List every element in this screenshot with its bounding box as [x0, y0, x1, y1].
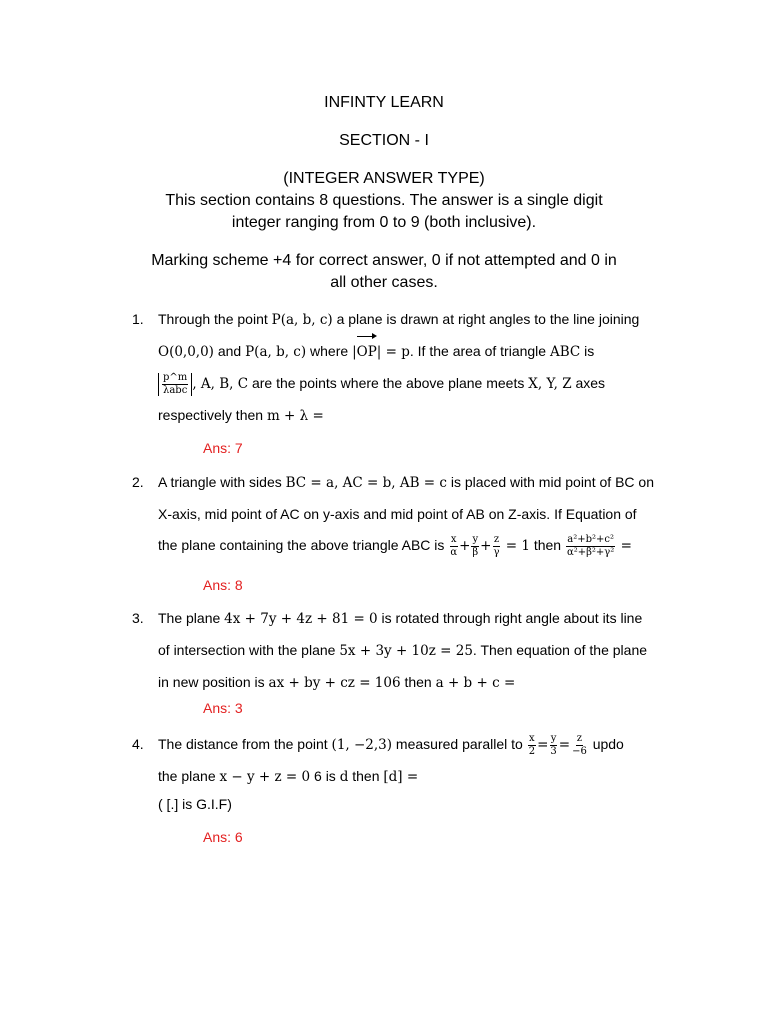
section-heading: SECTION - I: [339, 132, 429, 149]
answer-type-heading: (INTEGER ANSWER TYPE): [283, 170, 485, 187]
question-text: [158, 304, 662, 432]
question-line: O(0,0,0) and P(a, b, c) where |OP| = p. If the area of triangle ABC is: [158, 336, 662, 368]
question-text: [158, 729, 662, 815]
question-4: [132, 729, 662, 815]
question-line: X-axis, mid point of AC on y-axis and mid point of AB on Z-axis. If Equation of: [158, 506, 637, 522]
question-line: Through the point P(a, b, c) a plane is drawn at right angles to the line joining: [158, 311, 640, 328]
question-number: 1.: [132, 311, 144, 327]
question-line: the plane containing the above triangle ABC is $\frac{x}{\alpha}$ + $\frac{y}{\beta}$ + $\frac{z}{\gamma}$ = 1 then $\frac{\text{a²+b²+c²}}{\text{α²+β²+γ²}}$ =: [158, 533, 632, 558]
question-line: The plane 4x + 7y + 4z + 81 = 0 is rotated through right angle about its line: [158, 610, 643, 627]
question-number: 4.: [132, 736, 144, 752]
intro-line-1: This section contains 8 questions. The answer is a single digit: [165, 192, 603, 209]
question-text: [158, 467, 662, 562]
question-1: [132, 304, 662, 432]
question-line: The distance from the point (1, −2,3) measured parallel to $\frac{x}{2}$ = $\frac{y}{3}$ = $\frac{z}{-6}$ updo: [158, 732, 624, 757]
answer-label: Ans: 7: [203, 440, 243, 456]
answer-label: Ans: 6: [203, 829, 243, 845]
answer-label: Ans: 8: [203, 577, 243, 593]
question-2: [132, 467, 662, 562]
question-3: [132, 603, 662, 699]
question-text: [158, 603, 662, 699]
question-line: A triangle with sides BC = a, AC = b, AB = c is placed with mid point of BC on: [158, 474, 654, 491]
page-title: INFINTY LEARN: [324, 94, 444, 111]
question-line: of intersection with the plane 5x + 3y + 10z = 25. Then equation of the plane: [158, 642, 648, 659]
question-line: respectively then m + λ =: [158, 407, 324, 424]
question-line: $\frac{p\^{}m}{\text{λabc}}$ , A, B, C are the points where the above plane meets X, Y, Z axes: [158, 368, 662, 400]
intro-line-2: integer ranging from 0 to 9 (both inclusive).: [231, 214, 537, 231]
question-line: the plane x − y + z = 0 6 is d then [d] =: [158, 768, 419, 785]
area-fraction: $\frac{p\^{}m}{\text{λabc}}$: [158, 373, 192, 396]
question-line: in new position is ax + by + cz = 106 then a + b + c =: [158, 674, 516, 691]
marking-line-1: Marking scheme +4 for correct answer, 0 if not attempted and 0 in: [151, 252, 617, 269]
question-number: 2.: [132, 474, 144, 490]
vector-op: OP: [357, 337, 377, 368]
marking-line-2: all other cases.: [330, 274, 438, 291]
question-number: 3.: [132, 610, 144, 626]
question-line: ( [.] is G.I.F): [158, 796, 232, 812]
answer-label: Ans: 3: [203, 700, 243, 716]
